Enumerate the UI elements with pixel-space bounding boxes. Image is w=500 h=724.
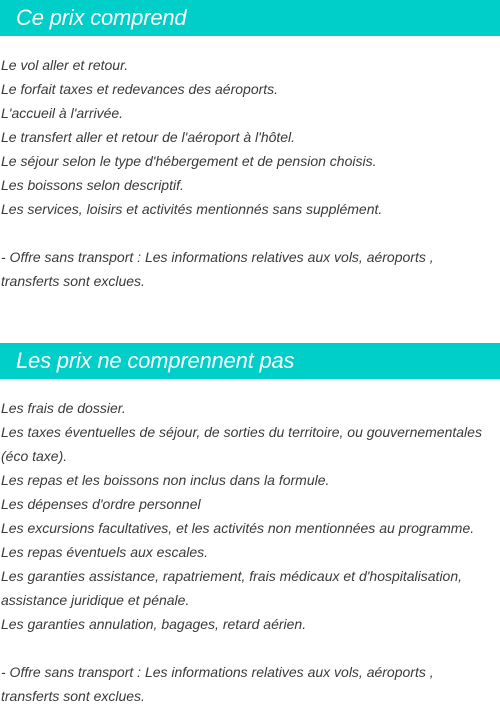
list-item: Les garanties annulation, bagages, retard aérien. <box>1 616 307 632</box>
list-item: Le forfait taxes et redevances des aéroports. <box>1 81 279 97</box>
list-item: Les taxes éventuelles de séjour, de sorties du territoire, ou gouvernementales <box>1 424 482 440</box>
list-item: Les boissons selon descriptif. <box>1 177 184 193</box>
section-title-included: Ce prix comprend <box>0 0 500 36</box>
list-item: Les repas éventuels aux escales. <box>1 544 209 560</box>
included-list <box>0 36 500 221</box>
note-line: transferts sont exclues. <box>1 688 145 704</box>
list-item: Les garanties assistance, rapatriement, frais médicaux et d'hospitalisation, <box>1 568 463 584</box>
list-item: (éco taxe). <box>1 448 68 464</box>
list-item: Le séjour selon le type d'hébergement et de pension choisis. <box>1 153 377 169</box>
list-item: L'accueil à l'arrivée. <box>1 105 124 121</box>
included-note <box>0 245 500 293</box>
note-line: transferts sont exclues. <box>1 273 145 289</box>
list-item: Le vol aller et retour. <box>1 57 129 73</box>
list-item: assistance juridique et pénale. <box>1 592 190 608</box>
note-line: - Offre sans transport : Les informations relatives aux vols, aéroports , <box>1 664 434 680</box>
list-item: Les services, loisirs et activités mentionnés sans supplément. <box>1 201 383 217</box>
section-title-excluded: Les prix ne comprennent pas <box>0 343 500 379</box>
excluded-list <box>0 379 500 636</box>
section-spacer <box>0 293 500 343</box>
list-item: Les frais de dossier. <box>1 400 126 416</box>
list-item: Le transfert aller et retour de l'aéroport à l'hôtel. <box>1 129 296 145</box>
list-item: Les dépenses d'ordre personnel <box>1 496 201 512</box>
excluded-note <box>0 660 500 708</box>
list-item: Les repas et les boissons non inclus dans la formule. <box>1 472 330 488</box>
note-line: - Offre sans transport : Les informations relatives aux vols, aéroports , <box>1 249 434 265</box>
list-item: Les excursions facultatives, et les activités non mentionnées au programme. <box>1 520 475 536</box>
